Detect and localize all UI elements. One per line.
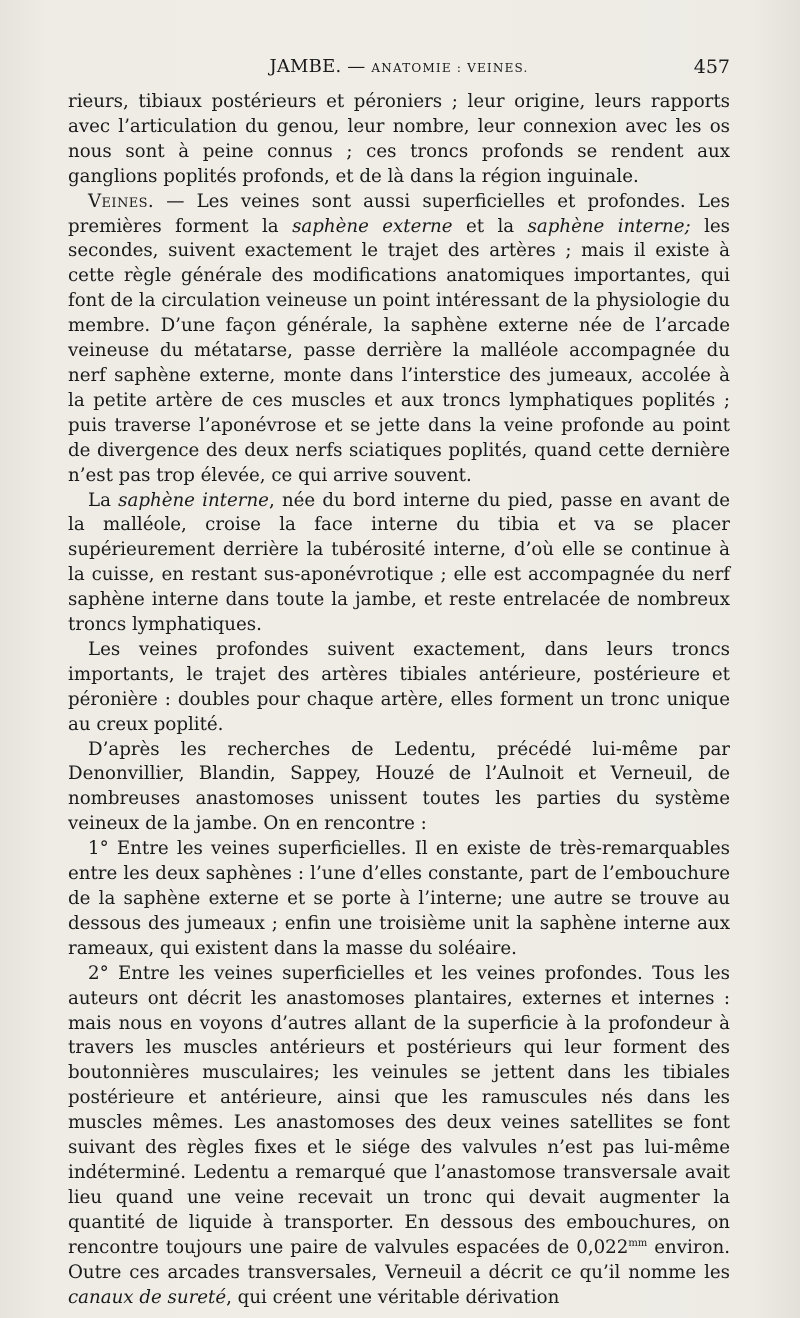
page-number: 457 xyxy=(693,56,730,78)
running-title xyxy=(68,56,730,77)
paragraph-text-segment: les secondes, suivent exactement le trajet des artères ; mais il existe à cette règle générale des modifications anatomiques importantes, qui font de la circulation veineuse un point intéressant de la physiologie du membre. D’une façon générale, la saphène externe née de l’arcade veineuse du métatarse, passe derrière la malléole accompagnée du nerf saphène externe, monte dans l’interstice des jumeaux, accolée à la petite artère de ces muscles et aux troncs lymphatiques poplités ; puis traverse l’aponévrose et se jette dans la veine profonde au point de divergence des deux nerfs sciatiques poplités, quand cette dernière n’est pas trop élevée, ce qui arrive souvent. xyxy=(68,215,730,486)
paragraph-veines xyxy=(68,190,730,489)
term-saphene-externe: saphène externe xyxy=(292,215,453,237)
paragraph-item-2 xyxy=(68,962,730,1311)
section-label-veines: Veines. xyxy=(88,190,155,212)
paragraph-saphene-interne xyxy=(68,489,730,638)
header-title-main: JAMBE. xyxy=(269,56,342,77)
paragraph-text-segment: — Les veines sont aussi superficielles et profondes. Les premières forment la xyxy=(68,190,730,237)
paragraph-text-segment: , née du bord interne du pied, passe en avant de la malléole, croise la face interne du tibia et va se placer supérieurement derrière la tubérosité interne, d’où elle se continue à la cuisse, en restant sus-aponévrotique ; elle est accompagnée du nerf saphène interne dans toute la jambe, et reste entrelacée de nombreux troncs lymphatiques. xyxy=(68,489,731,636)
term-canaux-de-surete: canaux de sureté xyxy=(68,1286,227,1308)
running-header xyxy=(68,54,730,84)
paragraph-lymphatics-continued: rieurs, tibiaux postérieurs et péroniers ; leur origine, leurs rapports avec l’articulation du genou, leur nombre, leur connexion avec les os nous sont à peine connus ; ces troncs profonds se rendent aux ganglions poplités profonds, et de là dans la région inguinale. xyxy=(68,91,730,187)
header-title-sub: ANATOMIE : VEINES. xyxy=(371,61,529,75)
header-title-dash: — xyxy=(341,56,372,77)
paragraph-text-segment: 2° Entre les veines superficielles et les veines profondes. Tous les auteurs ont décrit les anastomoses plantaires, externes et internes : mais nous en voyons d’autres allant de la superficie à la profondeur à travers les muscles antérieurs et postérieurs qui leur forment des boutonnières musculaires; les veinules se jettent dans les tibiales postérieure et antérieure, ainsi que les ramuscules nés dans les muscles mêmes. Les anastomoses des deux veines satellites se font suivant des règles fixes et le siége des valvules n’est pas lui-même indéterminé. Ledentu a remarqué que l’anastomose transversale avait lieu quand une veine recevait un tronc qui devait augmenter la quantité de liquide à transporter. En dessous des embouchures, on rencontre toujours une paire de valvules espacées de 0,022 xyxy=(68,962,730,1258)
paragraph-veines-profondes: Les veines profondes suivent exactement, dans leurs troncs importants, le trajet des artères tibiales antérieure, postérieure et péronière : doubles pour chaque artère, elles forment un tronc unique au creux poplité. xyxy=(68,638,730,735)
term-saphene-interne: saphène interne; xyxy=(527,215,691,237)
paragraph-item-1: 1° Entre les veines superficielles. Il en existe de très-remarquables entre les deux saphènes : l’une d’elles constante, part de l’embouchure de la saphène externe et se porte à l’interne; une autre se trouve au dessous des jumeaux ; enfin une troisième unit la saphène interne aux rameaux, qui existent dans la masse du soléaire. xyxy=(68,838,730,959)
paragraph-ledentu: D’après les recherches de Ledentu, précédé lui-même par Denonvillier, Blandin, Sappey, Houzé de l’Aulnoit et Verneuil, de nombreuses anastomoses unissent toutes les parties du système veineux de la jambe. On en rencontre : xyxy=(68,738,730,835)
paragraph-text-segment: La xyxy=(88,489,119,511)
unit-millimetre: mm xyxy=(628,1237,648,1249)
paragraph-text-segment: , qui créent une véritable dérivation xyxy=(226,1286,560,1308)
term-saphene-interne-2: saphène interne xyxy=(118,489,269,511)
paragraph-text-segment: environ. Outre ces arcades transversales, Verneuil a décrit ce qu’il nomme les xyxy=(68,1236,730,1283)
body-text xyxy=(68,90,730,1310)
paragraph-text-segment: et la xyxy=(452,215,528,237)
